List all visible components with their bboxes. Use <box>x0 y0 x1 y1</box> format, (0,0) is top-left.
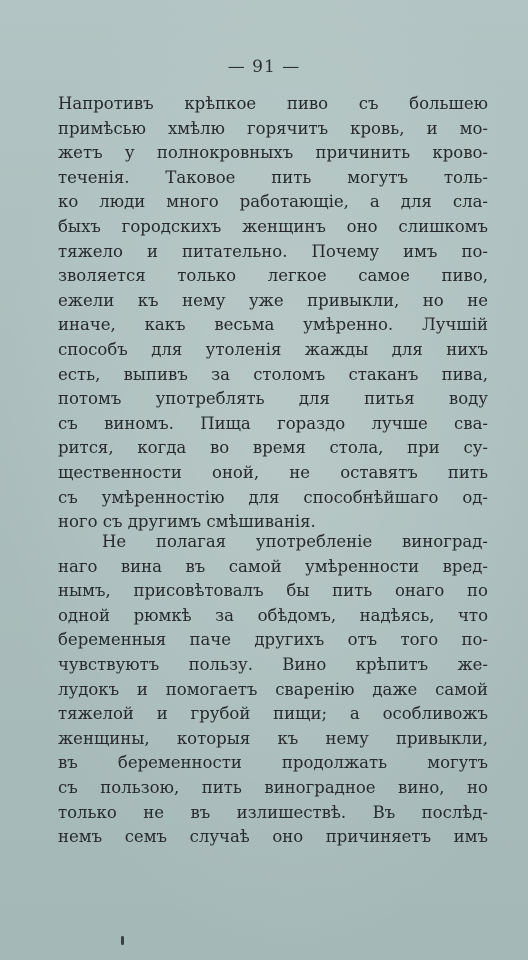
paragraph-2 <box>58 530 488 850</box>
text-line: женщины, которыя къ нему привыкли, <box>58 728 488 748</box>
text-line: щественности оной, не оставятъ пить <box>58 462 488 482</box>
text-line: только не въ излишествѣ. Въ послѣд- <box>58 802 488 822</box>
text-line: Не полагая употребленіе виноград- <box>102 532 488 551</box>
text-line: съ пользою, пить виноградное вино, но <box>58 777 488 797</box>
text-line: иначе, какъ весьма умѣренно. Лучшій <box>58 315 488 335</box>
text-line: лудокъ и помогаетъ свaренію даже самой <box>58 679 488 699</box>
text-line: съ виномъ. Пища гораздо лучше сва- <box>58 413 488 433</box>
text-line: въ беременности продолжать могутъ <box>58 753 488 773</box>
text-line: ного съ другимъ смѣшиванія. <box>58 512 316 532</box>
text-line: одной рюмкѣ за обѣдомъ, надѣясь, что <box>58 605 488 625</box>
page-number: — 91 — <box>227 57 301 77</box>
text-line: рится, когда во время стола, при су- <box>58 438 488 458</box>
text-line: нымъ, присовѣтовалъ бы пить онаго по <box>58 581 488 601</box>
ink-speck <box>121 936 124 945</box>
text-line: ежели къ нему уже привыкли, но не <box>58 290 488 310</box>
text-line: есть, выпивъ за столомъ стаканъ пива, <box>58 364 488 384</box>
text-line: беременныя паче другихъ отъ того по- <box>58 630 488 650</box>
text-line: тяжело и питательно. Почему имъ по- <box>58 241 488 261</box>
text-line: немъ семъ случаѣ оно причиняетъ имъ <box>58 827 488 847</box>
text-line: чувствуютъ пользу. Вино крѣпитъ же- <box>58 654 488 674</box>
text-line: жетъ у полнокровныхъ причинить крово- <box>58 143 488 163</box>
text-line: ко люди много работающіе, а для сла- <box>58 192 488 212</box>
text-line: способъ для утоленія жажды для нихъ <box>58 339 488 359</box>
text-line: съ умѣренностію для способнѣйшаго од- <box>58 487 488 507</box>
text-line: примѣсью хмѣлю горячитъ кровь, и мо- <box>58 118 488 138</box>
text-line: наго вина въ самой умѣренности вред- <box>58 556 488 576</box>
text-line: Напротивъ крѣпкое пиво съ большею <box>58 94 488 113</box>
text-line: тяжелой и грубой пищи; а особливожъ <box>58 704 488 724</box>
text-line: зволяется только легкое самое пиво, <box>58 266 488 286</box>
text-line: теченія. Таковое пить могутъ толь- <box>58 167 488 187</box>
paragraph-1 <box>58 92 488 535</box>
text-line: потомъ употреблять для питья воду <box>58 389 488 409</box>
text-line: быхъ городскихъ женщинъ оно слишкомъ <box>58 216 488 236</box>
